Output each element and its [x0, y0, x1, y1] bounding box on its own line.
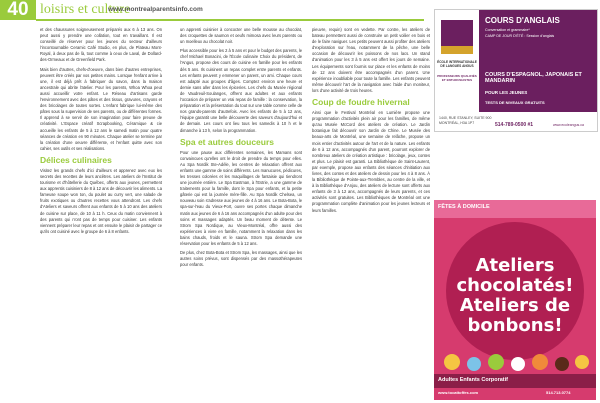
subheading-spa: Spa et autres douceurs [180, 136, 275, 147]
ad-angus-line: POUR LES JEUNES [485, 90, 528, 95]
ad-angus-school[interactable] [434, 9, 598, 132]
article-column-3 [312, 27, 430, 217]
article-column-1 [40, 27, 162, 238]
page-number: 40 [0, 0, 36, 20]
paragraph: Mais bien d'autres, chefs-d'oeuvre, dans bien d'autres entreprises, peuvent être créés par vos petites mains. Lorsque l'enfant arrive à une, il est déjà prêt à fabriquer du savon, dans la maison ancestrale qui abrite l'atelier. Pour les parents, Whoa Whoa peut aussi accueillir votre enfant. Le Réseau d'artisans garde l'environnement avec des pâtes et des tissus, gravures, crayons et des bricolages de toutes sortes. L'enfant fabrique lui-même des pâtes sous la supervision de ses parents, ou de différentes formes. Il apprend à se servir de son imagination pour faire preuve de créativité. L'Espace créatif Scrapbooking, Céramique & cie accueille les enfants de 5 à 12 ans le samedi matin pour quatre séances de création en 90 minutes. Chaque atelier se termine par la création d'une oeuvre différente, et l'enfant quitte avec son cahier, ses outils et ses réalisations. [40, 66, 162, 151]
subheading-coup-de-foudre: Coup de foudre hivernal [312, 97, 410, 108]
ad-angus-footer [435, 112, 597, 131]
article-column-2 [180, 27, 302, 271]
ad-angus-title: COURS D'ANGLAIS [485, 16, 560, 25]
paragraph: Visitez les grands chefs d'ici d'ailleurs et apprenez avec eux les secrets des recettes de leurs ancêtres. Les ateliers de l'Institut de tourisme et d'hôtellerie du Québec, offerts aux jeunes, permettent aux apprentis cuisiniers de 8 à 12 ans de découvrir les aliments. La fameuse soupe won ton, du poulet au curry vert, une salade de fruits exotiques ou d'autres recettes vous attendront. Les chefs d'Ateliers et saveurs offrent aux enfants de 5 à 10 ans des ateliers de cuisine sur place, de 10 à 11 h. Ceux du matin conviennent à des parents qui n'ont pas de temps pour cuisiner. Les enfants viennent préparer leur repas et ont ensuite le plaisir de partager ce qu'ils ont cuisiné avec le groupe de 6 à 8 enfants. [40, 167, 162, 234]
paragraph: et des chaussures soigneusement préparés aux 6 à 13 ans. On peut aussi y prendre une collation, tout en travaillant. Il est conseillé de réserver pour les jeunes du secteur d'ailleurs l'incontournable Ceramic Café Studio, en plus, de Plateau Mont-Royal, à deux pas de là, tout comme à ceux de Laval, de Dollard-des-Ormeaux et de Greenfield Park. [40, 27, 162, 63]
logo-stripe [441, 46, 473, 54]
candy-icon [434, 350, 596, 374]
ad-angus-phone[interactable]: 514-789-0500 #1 [495, 122, 534, 128]
site-url[interactable]: www.montrealparentsinfo.com [108, 6, 203, 13]
ad-ateliers-chocolat[interactable] [434, 200, 596, 400]
paragraph: Pour une pause aux différentes semaines, les Mamans sont convaincues qu'elles ont le droit de prendre du temps pour elles. Au Spa Nordik Ste-Adèle, les centres de relaxation offrent aux enfants une gamme de soins différents. Les manucures, pédicures, les tresses colorées et les maquillages de fantaisie qui tiendront une journée entière. Le Spa Eastman, à l'Estrie, a une gamme de traitements pour la famille, dont le Spa pour enfants, et la petite gâterie qui est la journée mère-fille. Au Spa Nordik Chelsea, un nouveau soin s'adresse aux jeunes de 4 à 16 ans. Le Bota-Bota, le spa-sur-l'eau du Vieux-Port, ouvre ses portes chaque dimanche matin aux jeunes de 6 à 16 ans accompagnés d'un adulte pour des soins et massages adaptés. Un beau moment de détente. Le Strom Spa Nordique, au Vieux-Montréal, offre aussi des expériences à vivre en famille, notamment la relaxation dans les bains chauds, froids et le sauna. Strom Spa demande une réservation pour les enfants de 5 à 12 ans. [180, 149, 302, 246]
ad-headline: Ateliers chocolatés! Ateliers de bonbons! [456, 255, 574, 336]
ad-website[interactable]: www.tocattoffes.com [438, 390, 479, 395]
section-title: loisirs et culture [40, 2, 131, 17]
school-slogan: PROFESSEURS QUALIFIÉS ET ENTHOUSIASTES [437, 74, 477, 82]
ad-angus-line: Conversation et grammaire* [485, 28, 530, 32]
ad-angus-line: CAMP DE JOUR D'ÉTÉ : Session d'anglais [485, 34, 555, 38]
ad-angus-website[interactable]: www.ecoleangus.ca [553, 123, 584, 127]
ad-top-text: FÊTES À DOMICILE [438, 204, 490, 210]
ad-angus-line: COURS D'ESPAGNOL, JAPONAIS ET MANDARIN [485, 72, 582, 84]
school-name: ÉCOLE INTERNATIONALE DE LANGUES ANGUS [437, 60, 477, 68]
paragraph: Plus accessible pour les 2 à 5 ans et pour le budget des parents, le chef Michael Bonacini, de l'École culinaire Choix du président, de l'Angus, propose des cours de cuisine en famille pour les enfants dès 5 ans. Ils cuisinent un repas complet entre parents et enfants. Les enfants peuvent y emmener un parent, un ami. Chaque cours est adapté aux groupes d'âges. Comptez environ une heure et demie sans aller dans les épiceries. Les chefs du Musée régional de Vaudreuil-Soulanges, offrent aux adultes et aux enfants l'occasion de préparer un vrai repas de famille : la conservation, la préparation et la présentation du tout sur une table comme celle de nos grands-parents d'autrefois. Avec les enfants de 5 à 12 ans, l'équipe garantit une belle découverte des saveurs d'aujourd'hui et de demain. Les cours ont lieu tous les samedis à 10 h et le dimanche à 13 h, selon la programmation. [180, 48, 302, 133]
ad-audience-text: Adultes Enfants Corporatif [438, 377, 508, 383]
ad-angus-info-panel [479, 10, 597, 112]
school-logo-icon [441, 20, 473, 54]
ad-phone[interactable]: 514.713.0774 [546, 390, 571, 395]
paragraph: De plus, chez Bota-Bota et Strom Spa, les massages, ainsi que les autres soins prévus, sont dispensés par des massothérapeutes pour enfants. [180, 250, 302, 268]
ad-audience-banner [434, 374, 596, 388]
paragraph: pieuvre, requin) sont en vedette. Par contre, les ateliers de bateau permettent aussi de construire un petit voilier en bois et de le faire naviguer. Les petits peuvent aussi profiter des ateliers d'exploration sur l'eau, notamment de la pêche, une belle occasion de découvrir les poissons de nos lacs. Un stand d'animation pour les 3 à 5 ans est offert les jours de semaine. Les équipements sont fournis sur place et les enfants de moins de 12 ans doivent être accompagnés d'un parent. Une expérience inoubliable pour toute la famille. Les enfants peuvent même découvrir l'art de la navigation avec l'aide d'un moniteur, lors d'une activité de trois heures. [312, 27, 430, 93]
header-rule [36, 19, 424, 21]
subheading-delices: Délices culinaires [40, 154, 112, 165]
ad-top-band [434, 200, 596, 218]
paragraph: Ainsi que le Festival Montréal en Lumière propose une programmation d'activités plein air pour les familles, de même qu'au Musée McCord des ateliers de création. Le Jardin botanique fait découvrir son Jardin de Chine. Le Musée des beaux-arts de Montréal, une semaine de relâche, propose un mois entier d'activités autour de l'art et de la nature. Les enfants de 6 à 12 ans, accompagnés d'un parent, pourront explorer de nombreux ateliers de création artistique : bricolage, jeux, contes et plus. Le plaisir est garanti. La Bibliothèque de Saint-Laurent, par exemple, propose aux enfants des séances d'initiation aux livres, des contes et des ateliers de dessin pour les 4 à 8 ans. À la Bibliothèque de Pointe-aux-Trembles, au centre de la ville, et à la Bibliothèque d'Anjou, des ateliers de lecture sont offerts aux enfants de 3 à 12 ans, accompagnés de leurs parents, et ces activités sont gratuites. Les Bibliothèques de Montréal ont une programmation complète d'animation pour les jeunes lecteurs et leurs familles. [312, 110, 430, 213]
paragraph: un apprenti cuisinier à concocter une belle mousse au chocolat, des croquettes de saumon et oeufs mimosa avec leurs parents ou un moelleux au chocolat noir. [180, 27, 302, 45]
ad-angus-address: 1440, RUE STANLEY, SUITE 900 MONTRÉAL, H3A 1P7 [439, 116, 492, 125]
ad-angus-line: TESTS DE NIVEAUX GRATUITS [485, 100, 545, 105]
